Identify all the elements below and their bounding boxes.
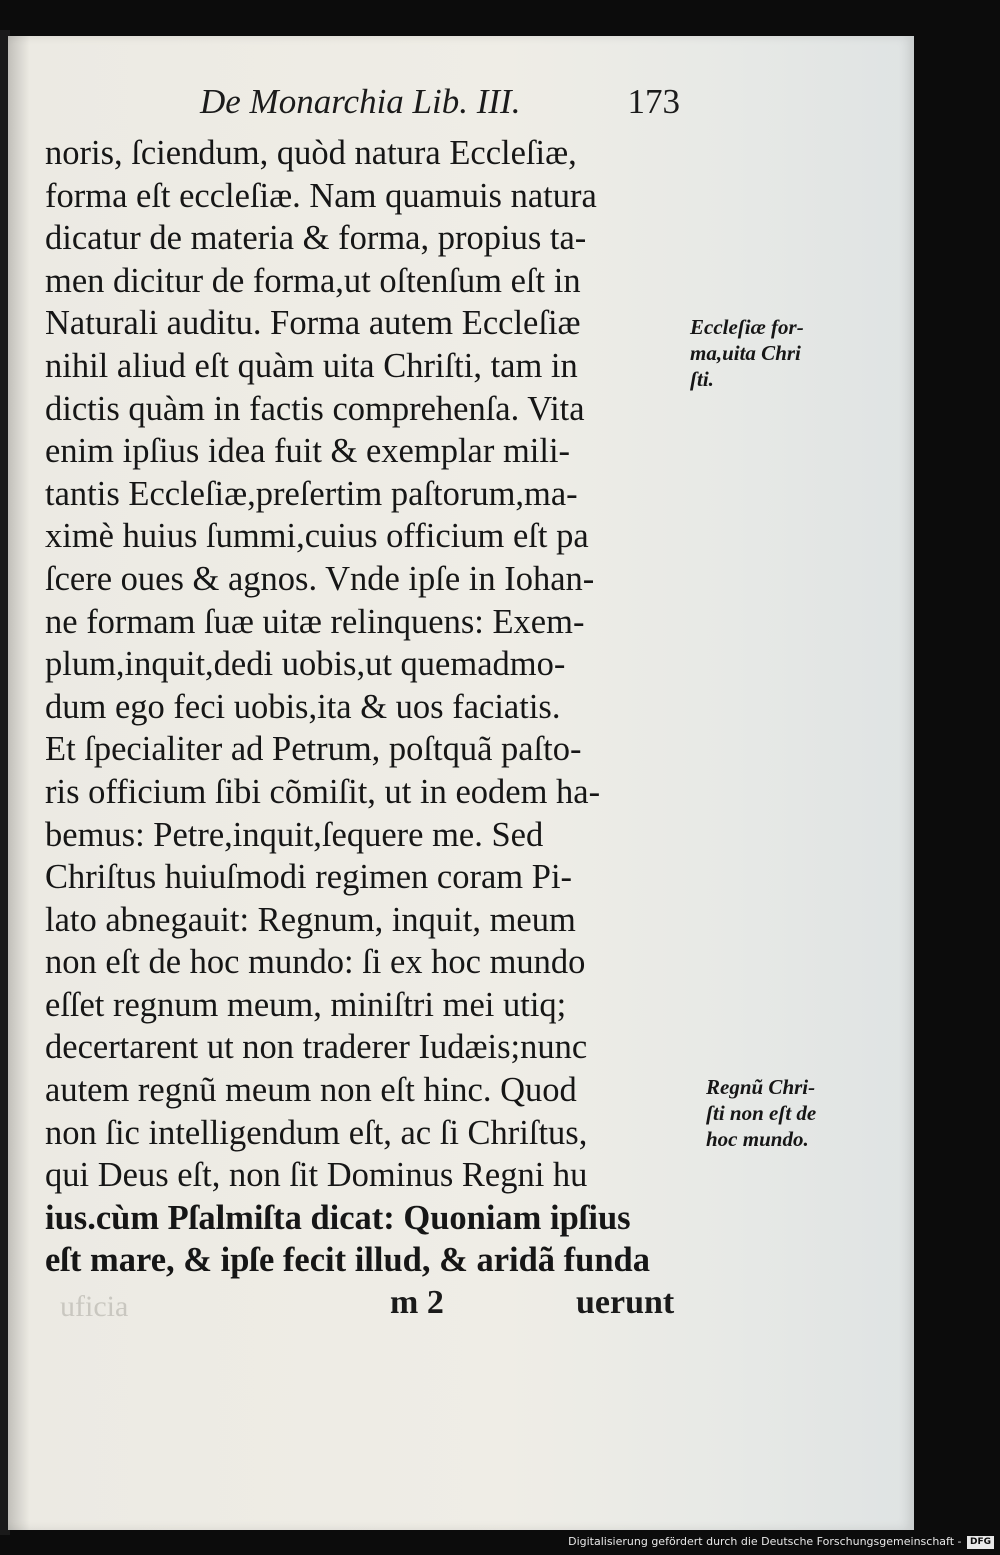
text-line: dum ego feci uobis,ita & uos faciatis. xyxy=(45,687,561,726)
spine-shadow xyxy=(8,36,30,1530)
text-line: men dicitur de forma,ut oſtenſum eſt in xyxy=(45,261,581,300)
catch-line xyxy=(60,1284,700,1330)
text-line: Chriſtus huiuſmodi regimen coram Pi- xyxy=(45,858,573,897)
text-line: ſcere oues & agnos. Vnde ipſe in Iohan- xyxy=(45,559,595,598)
text-line: ne formam ſuæ uitæ relinquens: Exem- xyxy=(45,602,585,641)
margin-note-line: ſti non eſt de xyxy=(706,1101,817,1125)
text-line: decertarent ut non traderer Iudæis;nunc xyxy=(45,1028,588,1067)
text-line: Et ſpecialiter ad Petrum, poſtquã paſto- xyxy=(45,730,582,769)
margin-note-line: Regnũ Chri- xyxy=(706,1075,816,1099)
margin-note-regnum xyxy=(706,1074,816,1152)
dfg-credit xyxy=(568,1532,994,1552)
margin-note-line: Eccleſiæ for- xyxy=(690,315,804,339)
text-line: eſt mare, & ipſe fecit illud, & aridã funda xyxy=(45,1241,650,1280)
margin-note-line: ſti. xyxy=(690,367,714,391)
catchword: uerunt xyxy=(576,1284,675,1321)
text-line: plum,inquit,dedi uobis,ut quemadmo- xyxy=(45,645,566,684)
text-line: tantis Eccleſiæ,preſertim paſtorum,ma- xyxy=(45,474,578,513)
text-line: nihil aliud eſt quàm uita Chriſti, tam in xyxy=(45,346,578,385)
margin-note-line: ma,uita Chri xyxy=(690,341,801,365)
dfg-logo: DFG xyxy=(967,1536,994,1549)
text-line: noris, ſciendum, quòd natura Eccleſiæ, xyxy=(45,134,577,172)
text-line: bemus: Petre,inquit,ſequere me. Sed xyxy=(45,815,544,854)
text-line: autem regnũ meum non eſt hinc. Quod xyxy=(45,1071,577,1110)
text-line: dicatur de materia & forma, propius ta- xyxy=(45,219,587,258)
text-line: dictis quàm in factis comprehenſa. Vita xyxy=(45,389,585,428)
text-line: lato abnegauit: Regnum, inquit, meum xyxy=(45,900,576,939)
running-title: De Monarchia Lib. III. xyxy=(200,82,521,121)
text-line: enim ipſius idea fuit & exemplar mili- xyxy=(45,432,571,471)
text-line: non eſt de hoc mundo: ſi ex hoc mundo xyxy=(45,943,586,982)
running-header xyxy=(200,82,686,132)
signature-mark: m 2 xyxy=(390,1284,444,1321)
show-through-text: uficia xyxy=(60,1290,129,1323)
margin-note-ecclesiae xyxy=(690,314,804,392)
margin-note-line: hoc mundo. xyxy=(706,1127,809,1151)
page-number: 173 xyxy=(627,82,680,121)
credit-text: Digitalisierung gefördert durch die Deutsche Forschungsgemeinschaft - xyxy=(568,1535,962,1548)
text-line: eſſet regnum meum, miniſtri mei utiq; xyxy=(45,985,567,1024)
text-line: forma eſt eccleſiæ. Nam quamuis natura xyxy=(45,176,597,215)
text-line: ris officium ſibi cõmiſit, ut in eodem ha- xyxy=(45,772,601,811)
text-line: qui Deus eſt, non ſit Dominus Regni hu xyxy=(45,1156,588,1195)
text-line: non ſic intelligendum eſt, ac ſi Chriſtus, xyxy=(45,1113,588,1152)
body-text xyxy=(45,132,685,1282)
text-line: ximè huius ſummi,cuius officium eſt pa xyxy=(45,517,589,556)
text-line: Naturali auditu. Forma autem Eccleſiæ xyxy=(45,304,581,343)
text-line: ius.cùm Pſalmiſta dicat: Quoniam ipſius xyxy=(45,1198,631,1237)
